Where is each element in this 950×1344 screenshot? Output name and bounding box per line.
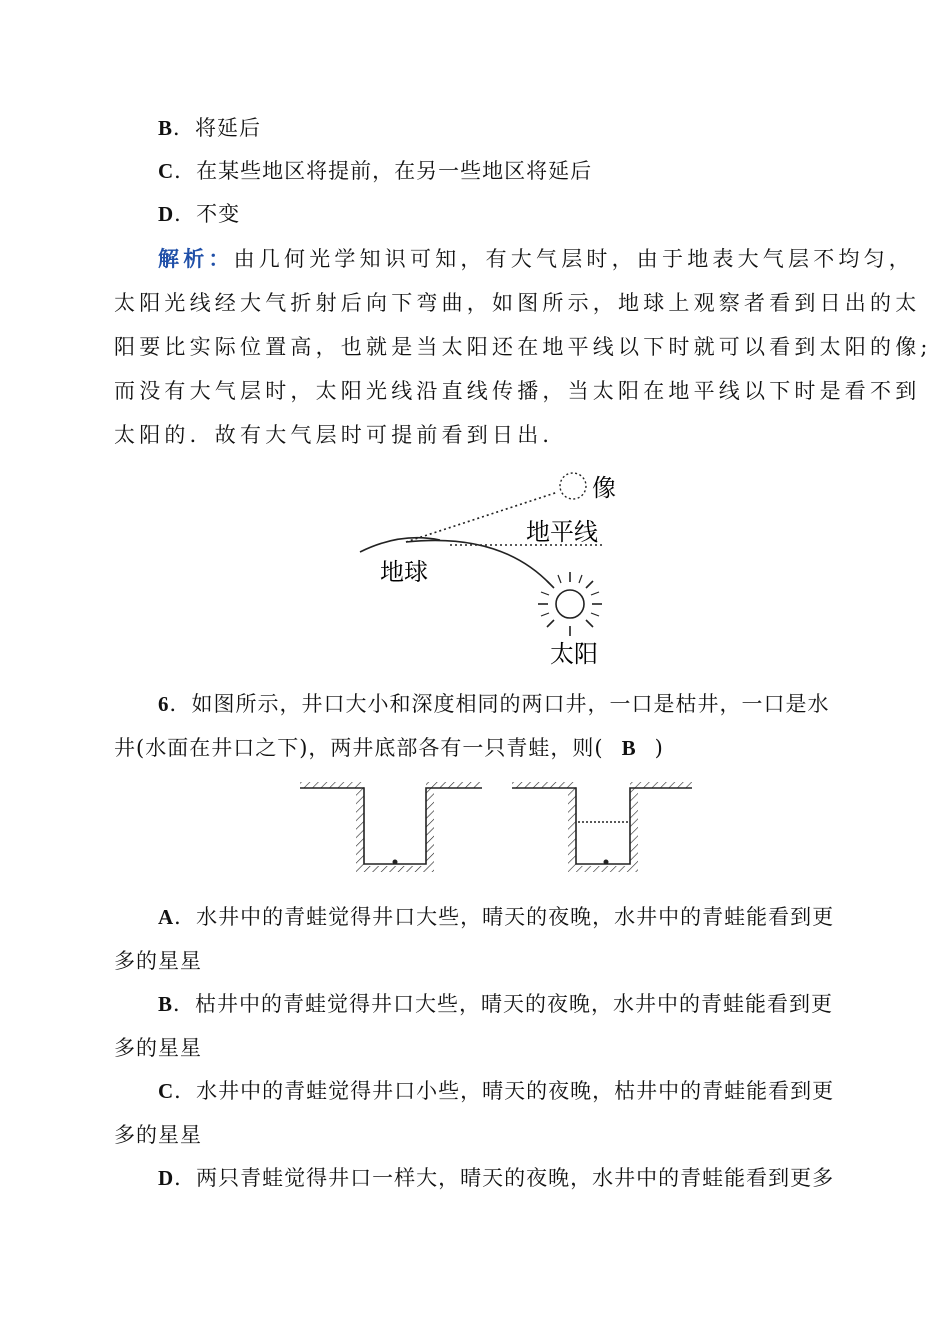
option-a-line-2: 多的星星 — [114, 949, 202, 973]
explanation-line-4: 而没有大气层时，太阳光线沿直线传播，当太阳在地平线以下时是看不到 — [114, 379, 921, 403]
sun-label: 太阳 — [550, 640, 598, 668]
explanation-label: 解析： — [158, 246, 234, 271]
option-b-line-2: 多的星星 — [114, 1036, 202, 1060]
question6-line-2 — [114, 734, 664, 762]
option-b-prev — [158, 114, 261, 142]
question-number: 6 — [158, 692, 170, 716]
dry-well — [300, 782, 482, 872]
explanation-line-2: 太阳光线经大气折射后向下弯曲，如图所示，地球上观察者看到日出的太 — [114, 291, 921, 315]
answer-letter: B — [621, 736, 637, 760]
option-letter: D — [158, 1166, 175, 1190]
option-b-line-1 — [158, 990, 833, 1018]
explanation-text: 由几何光学知识可知，有大气层时，由于地表大气层不均匀， — [233, 247, 915, 271]
option-a-line-1 — [158, 903, 834, 931]
frog-dot — [604, 860, 609, 865]
option-text: ．枯井中的青蛙觉得井口大些，晴天的夜晚，水井中的青蛙能看到更 — [173, 992, 834, 1016]
question-text: ．如图所示，井口大小和深度相同的两口井，一口是枯井，一口是水 — [169, 692, 830, 716]
option-d-line-1 — [158, 1164, 834, 1192]
wells-diagram — [290, 776, 700, 876]
option-text: ．水井中的青蛙觉得井口大些，晴天的夜晚，水井中的青蛙能看到更 — [174, 905, 835, 929]
sun-image-circle — [560, 473, 586, 499]
option-letter: C — [158, 159, 175, 183]
explanation-line-1 — [158, 245, 914, 273]
horizon-label: 地平线 — [526, 518, 598, 546]
image-label: 像 — [592, 474, 616, 502]
refraction-diagram — [340, 462, 640, 672]
option-letter: D — [158, 202, 175, 226]
question-close-paren: ) — [654, 736, 664, 760]
option-c-line-1 — [158, 1077, 834, 1105]
earth-label: 地球 — [380, 558, 428, 586]
option-text: ．在某些地区将提前，在另一些地区将延后 — [174, 159, 593, 183]
option-letter: B — [158, 992, 174, 1016]
sun-icon — [538, 572, 602, 636]
option-text: ．两只青蛙觉得井口一样大，晴天的夜晚，水井中的青蛙能看到更多 — [174, 1166, 835, 1190]
option-text: ．将延后 — [173, 116, 262, 140]
option-letter: A — [158, 905, 175, 929]
option-c-line-2: 多的星星 — [114, 1123, 202, 1147]
frog-dot — [393, 860, 398, 865]
question6-line-1 — [158, 690, 830, 718]
option-letter: B — [158, 116, 174, 140]
option-letter: C — [158, 1079, 175, 1103]
water-well — [512, 782, 692, 872]
option-text: ．不变 — [174, 202, 241, 226]
question-text-2: 井(水面在井口之下)，两井底部各有一只青蛙，则( — [114, 736, 604, 760]
option-c-prev — [158, 157, 592, 185]
option-d-prev — [158, 200, 240, 228]
explanation-line-5: 太阳的．故有大气层时可提前看到日出． — [114, 423, 568, 447]
explanation-line-3: 阳要比实际位置高，也就是当太阳还在地平线以下时就可以看到太阳的像; — [114, 335, 932, 359]
option-text: ．水井中的青蛙觉得井口小些，晴天的夜晚，枯井中的青蛙能看到更 — [174, 1079, 835, 1103]
